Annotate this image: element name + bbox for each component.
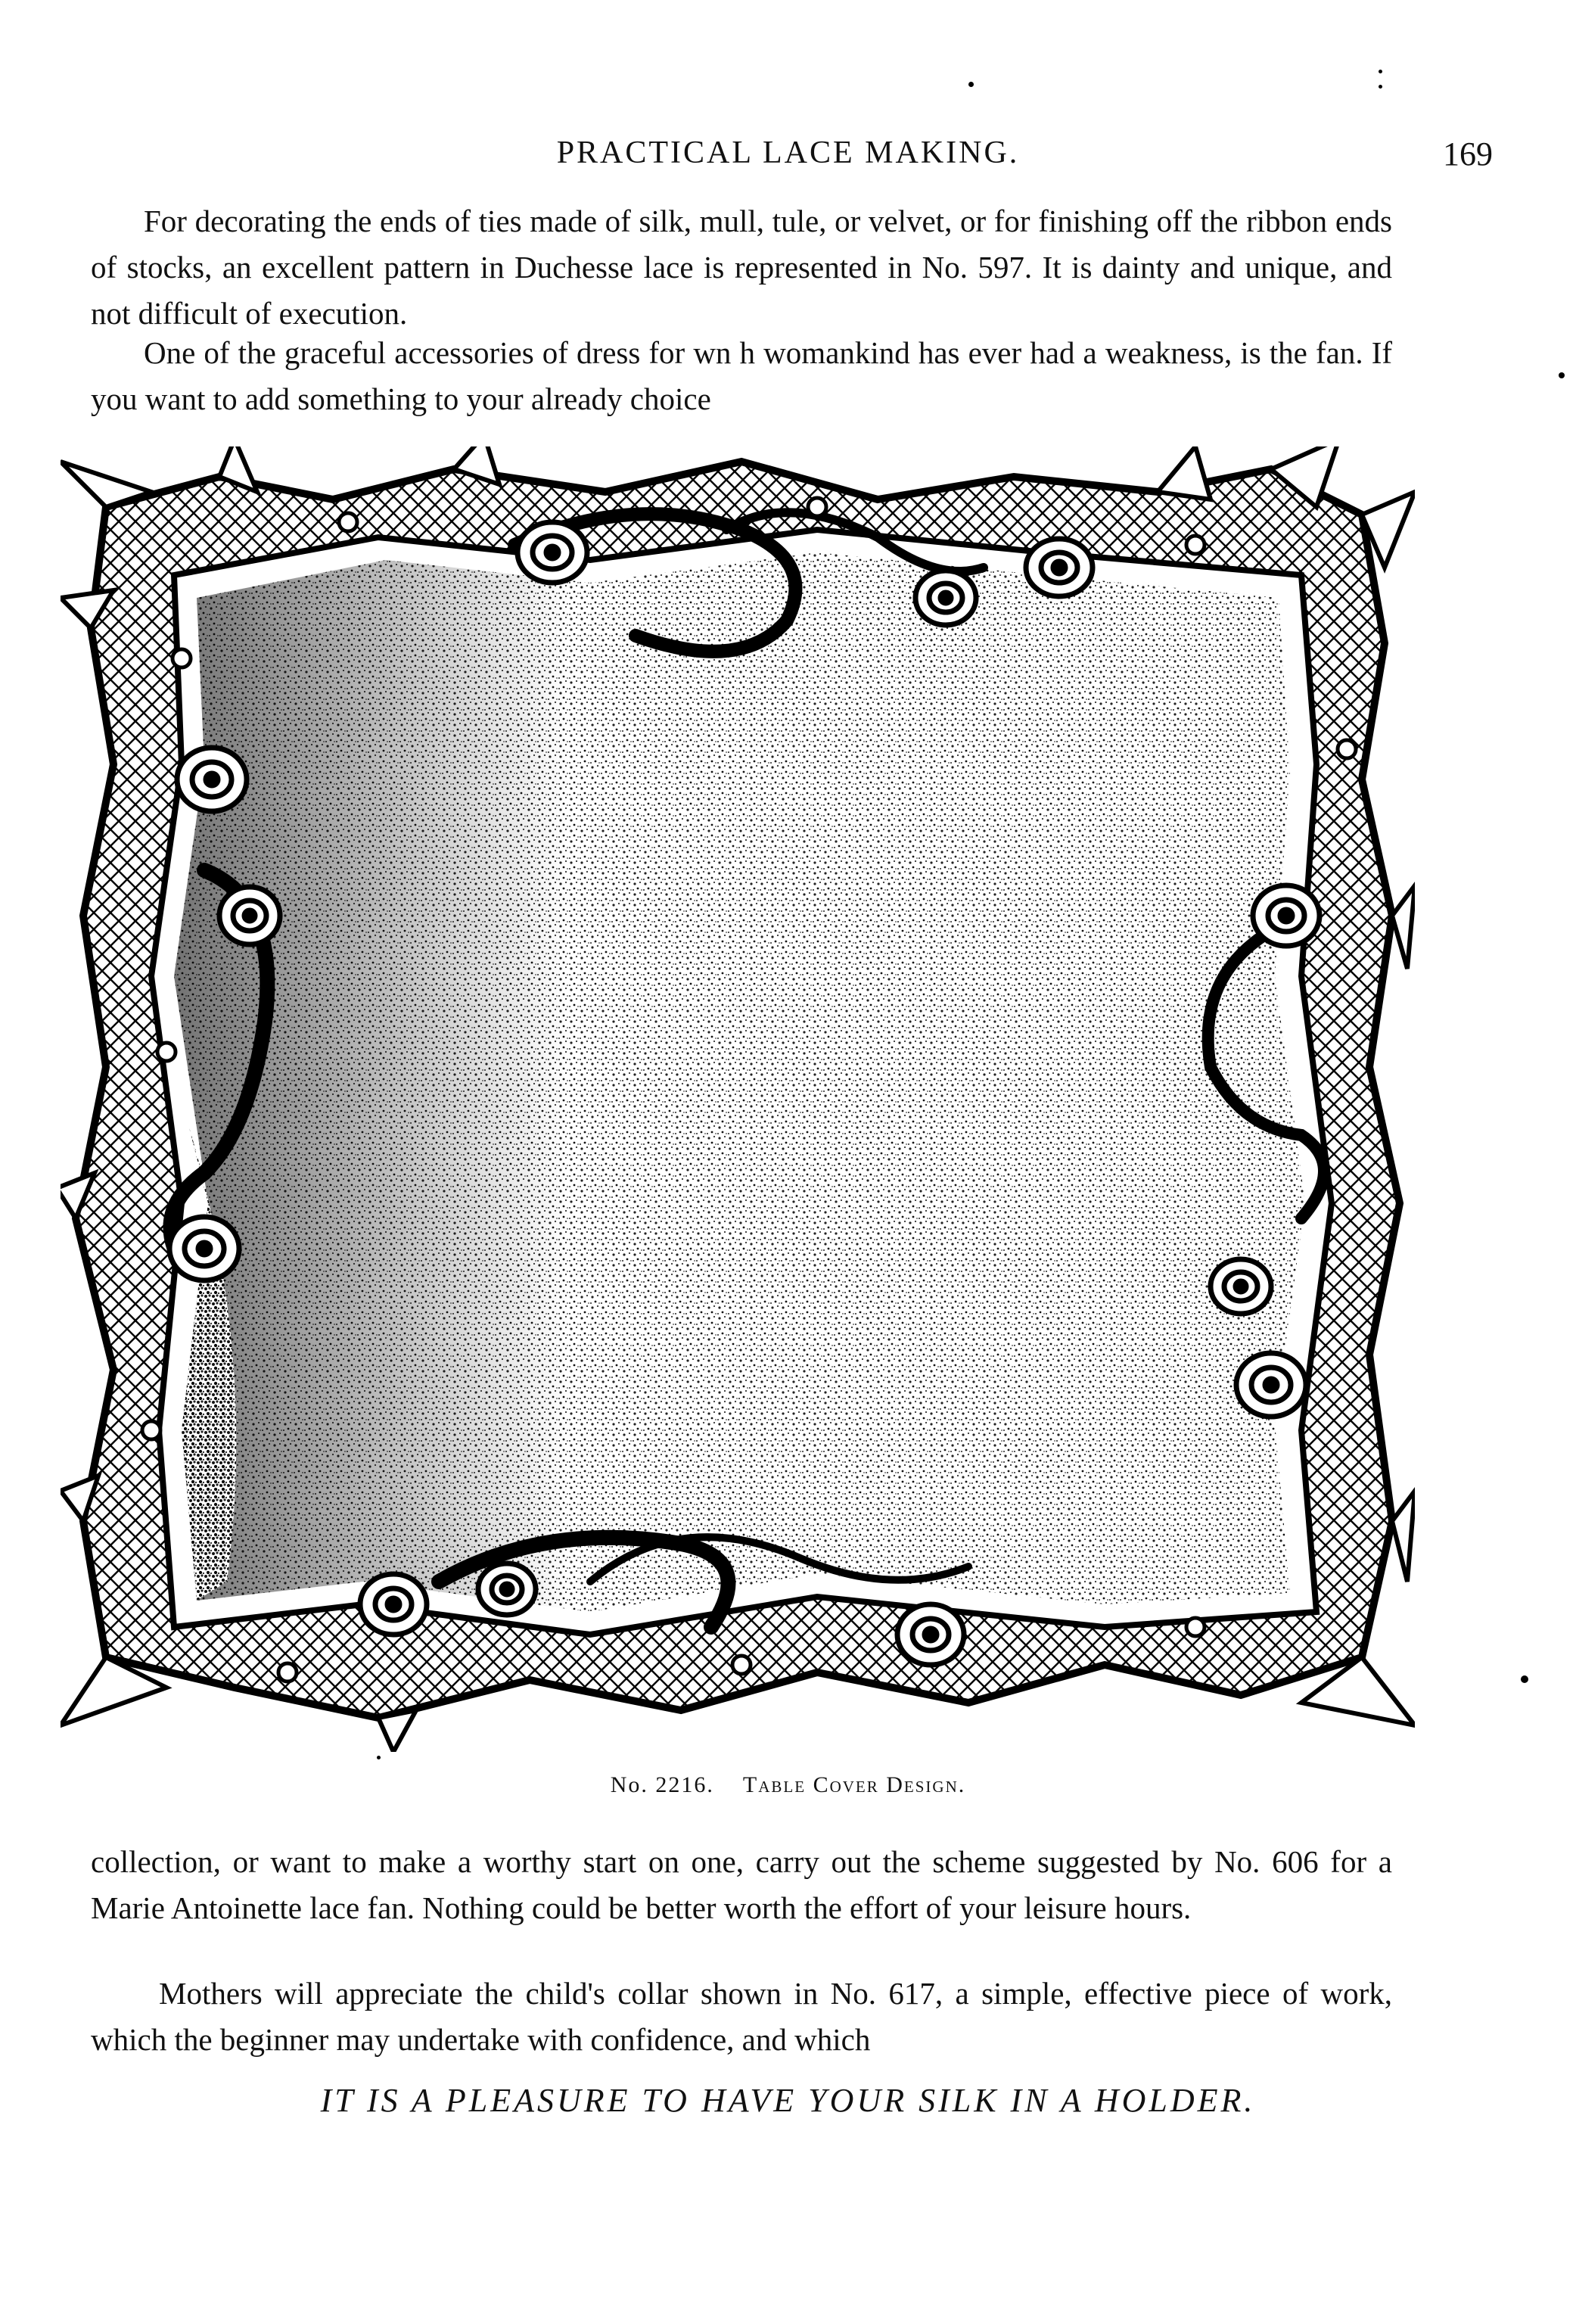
running-title: PRACTICAL LACE MAKING. xyxy=(556,135,1020,170)
paragraph-child-collar: Mothers will appreciate the child's collar shown in No. 617, a simple, effective piece of work, which the beginner may undertake with confidence, and which xyxy=(91,1976,1392,2057)
paragraph-fan-intro: One of the graceful accessories of dress for wn h womankind has ever had a weakness, is the fan. If you want to add something to your already choice xyxy=(91,335,1392,416)
paragraph-ties-and-stocks: For decorating the ends of ties made of silk, mull, tule, or velvet, or for finishing off the ribbon ends of stocks, an excellent pattern in Duchesse lace is represented in No. 597. It is dainty and unique, and not difficult of execution. xyxy=(91,204,1392,331)
figure-caption-title: Table Cover Design. xyxy=(742,1772,966,1797)
page-number: 169 xyxy=(1443,135,1493,173)
paragraph-fan-continued: collection, or want to make a worthy start on one, carry out the scheme suggested by No. 606 for a Marie Antoinette lace fan. Nothing could be better worth the effort of your leisure hours. xyxy=(91,1844,1392,1925)
scan-speck xyxy=(968,82,974,87)
scan-speck xyxy=(1521,1675,1528,1683)
scan-speck xyxy=(1559,372,1565,378)
scan-speck xyxy=(377,1756,381,1759)
figure-caption-number: No. 2216. xyxy=(610,1772,714,1797)
scan-speck xyxy=(1379,70,1382,73)
table-cover-illustration xyxy=(61,446,1415,1752)
scan-speck xyxy=(1379,85,1382,89)
footer-motto: IT IS A PLEASURE TO HAVE YOUR SILK IN A HOLDER. xyxy=(320,2082,1256,2119)
page-header xyxy=(83,135,1493,180)
figure-caption xyxy=(0,1772,1576,1798)
